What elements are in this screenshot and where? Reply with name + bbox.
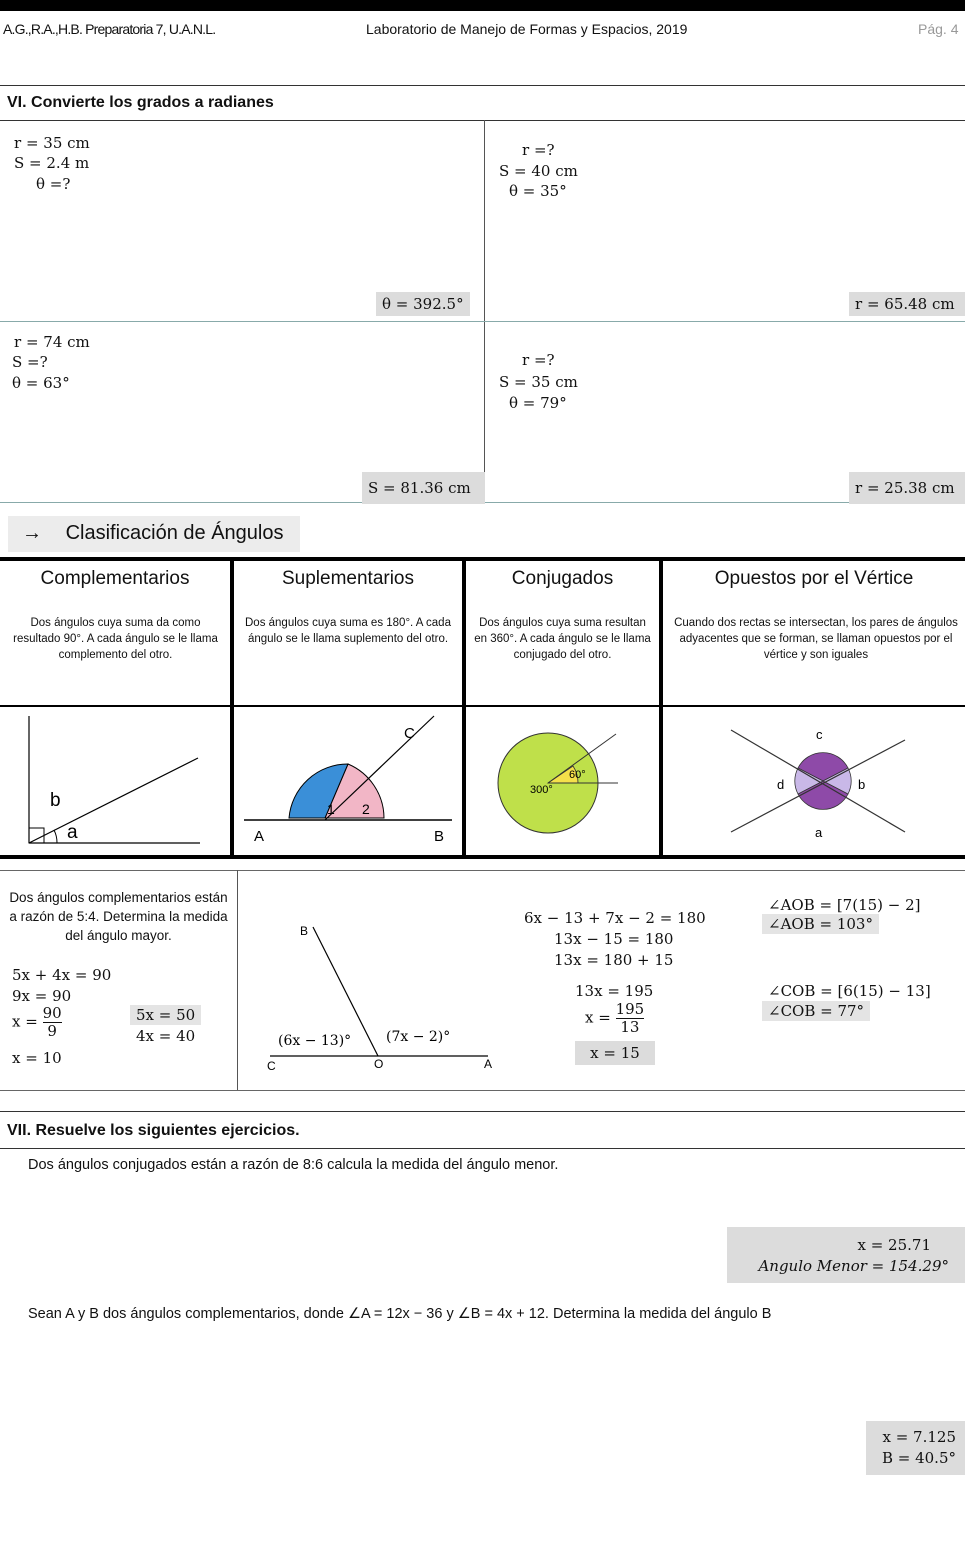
col-conjugados-heading: Conjugados — [511, 568, 614, 589]
cell4-given-s: S = 35 cm — [499, 373, 578, 391]
col-suplementarios-desc: Dos ángulos cuya suma es 180°. A cada ángulo se le llama suplemento del otro. — [245, 617, 451, 645]
ex1-answer-x: x = 25.71 — [857, 1236, 931, 1254]
section6-title: VI. Convierte los grados a radianes — [7, 94, 274, 111]
col-opuestos-heading: Opuestos por el Vértice — [714, 568, 914, 589]
table-border — [0, 557, 965, 561]
section7-title: VII. Resuelve los siguientes ejercicios. — [7, 1122, 300, 1139]
example-step-3: x = $\frac{90}{9}$ — [12, 1004, 62, 1040]
label-A: A — [254, 828, 265, 845]
table-border — [0, 855, 965, 859]
label-2: 2 — [362, 801, 370, 817]
cell2-given-r: r =? — [522, 141, 555, 159]
supplementary-diagram — [234, 708, 462, 855]
cell3-given-r: r = 74 cm — [14, 333, 90, 351]
example-side-2: 4x = 40 — [136, 1027, 196, 1045]
header-course: Laboratorio de Manejo de Formas y Espacios, 2019 — [366, 21, 688, 37]
label-a2: a — [815, 825, 823, 840]
divider — [0, 1148, 965, 1149]
cell2-answer: r = 65.48 cm — [849, 292, 965, 316]
cell3-answer: S = 81.36 cm — [362, 472, 485, 504]
grid-hline — [0, 321, 965, 322]
fig-label-C: C — [267, 1059, 276, 1073]
fig-label-O: O — [374, 1057, 384, 1071]
solution-step-3: 13x = 180 + 15 — [554, 951, 674, 969]
solution-step-5: x = $\frac{195}{13}$ — [585, 1000, 645, 1036]
solution-step-2: 13x − 15 = 180 — [554, 930, 674, 948]
solution-step-1: 6x − 13 + 7x − 2 = 180 — [524, 909, 706, 927]
label-a: a — [67, 822, 78, 843]
example-statement: Dos ángulos complementarios están a razón de 5:4. Determina la medida del ángulo mayor. — [9, 890, 228, 943]
solution-step-4: 13x = 195 — [575, 982, 654, 1000]
ex2-statement: Sean A y B dos ángulos complementarios, donde ∠A = 12x − 36 y ∠B = 4x + 12. Determina la medida del ángulo B — [28, 1306, 772, 1322]
label-1: 1 — [327, 801, 335, 817]
cell4-given-r: r =? — [522, 351, 555, 369]
solution-result: x = 15 — [575, 1041, 655, 1065]
aob-result: ∠AOB = 103° — [762, 914, 879, 934]
label-B: B — [434, 828, 445, 845]
col-conjugados-desc: Dos ángulos cuya suma resultan en 360°. A cada ángulo se le llama conjugado del otro. — [474, 617, 651, 661]
example-side-1: 5x = 50 — [130, 1005, 201, 1025]
fig-label-7x: (7x − 2)° — [386, 1029, 451, 1045]
arrow-icon: → — [22, 522, 42, 544]
classification-title-box — [8, 516, 300, 552]
label-C: C — [404, 725, 415, 742]
ex2-answer-b: B = 40.5° — [881, 1449, 956, 1467]
examples-vline — [237, 870, 238, 1090]
divider — [0, 870, 965, 871]
example-step-4: x = 10 — [12, 1049, 62, 1067]
cell3-given-s: S =? — [12, 353, 48, 371]
cell1-given-s: S = 2.4 m — [14, 154, 90, 172]
grid-vline — [484, 120, 485, 502]
example-step-2: 9x = 90 — [12, 987, 72, 1005]
label-c: c — [816, 727, 823, 742]
cell2-given-s: S = 40 cm — [499, 162, 578, 180]
label-300: 300° — [530, 784, 553, 796]
fig-label-A: A — [484, 1057, 493, 1071]
complementary-diagram — [0, 708, 230, 855]
cob-result: ∠COB = 77° — [762, 1001, 870, 1021]
ex1-answer-menor: Angulo Menor = 154.29° — [758, 1257, 949, 1275]
header-page: Pág. 4 — [918, 21, 959, 37]
cell1-answer: θ = 392.5° — [376, 292, 470, 316]
angle-figure — [258, 915, 508, 1075]
ex2-answer-x: x = 7.125 — [882, 1428, 956, 1446]
cell1-given-r: r = 35 cm — [14, 134, 90, 152]
label-b2: b — [858, 777, 866, 792]
classification-title: Clasificación de Ángulos — [65, 522, 284, 544]
cell4-given-theta: θ = 79° — [509, 394, 567, 412]
divider — [0, 120, 965, 121]
cell3-given-theta: θ = 63° — [12, 374, 70, 392]
divider — [0, 1090, 965, 1091]
cell1-given-theta: θ =? — [36, 175, 71, 193]
label-d: d — [777, 777, 785, 792]
cob-expr: ∠COB = [6(15) − 13] — [768, 982, 931, 1000]
fig-label-6x: (6x − 13)° — [278, 1033, 352, 1049]
col-complementarios-heading: Complementarios — [40, 568, 190, 589]
cell2-given-theta: θ = 35° — [509, 182, 567, 200]
aob-expr: ∠AOB = [7(15) − 2] — [768, 896, 921, 914]
col-opuestos-desc: Cuando dos rectas se intersectan, los pares de ángulos adyacentes que se forman, se llaman opuestos por el vértice y son iguales — [674, 617, 958, 661]
example-step-1: 5x + 4x = 90 — [12, 966, 112, 984]
label-60: 60° — [569, 769, 586, 781]
conjugate-diagram — [466, 708, 659, 855]
divider — [0, 1111, 965, 1112]
col-complementarios-desc: Dos ángulos cuya suma da como resultado 90°. A cada ángulo se le llama complemento del otro. — [13, 617, 218, 661]
divider — [0, 85, 965, 86]
ex1-statement: Dos ángulos conjugados están a razón de 8:6 calcula la medida del ángulo menor. — [28, 1157, 559, 1173]
col-suplementarios-heading: Suplementarios — [281, 568, 415, 589]
cell4-answer: r = 25.38 cm — [849, 472, 965, 504]
top-black-bar — [0, 0, 965, 11]
header-authors: A.G.,R.A.,H.B. Preparatoria 7, U.A.N.L. — [3, 21, 216, 37]
vertical-angles-diagram — [663, 708, 965, 855]
label-b: b — [50, 790, 61, 811]
table-row-divider — [0, 705, 965, 707]
fig-label-B: B — [300, 924, 309, 938]
